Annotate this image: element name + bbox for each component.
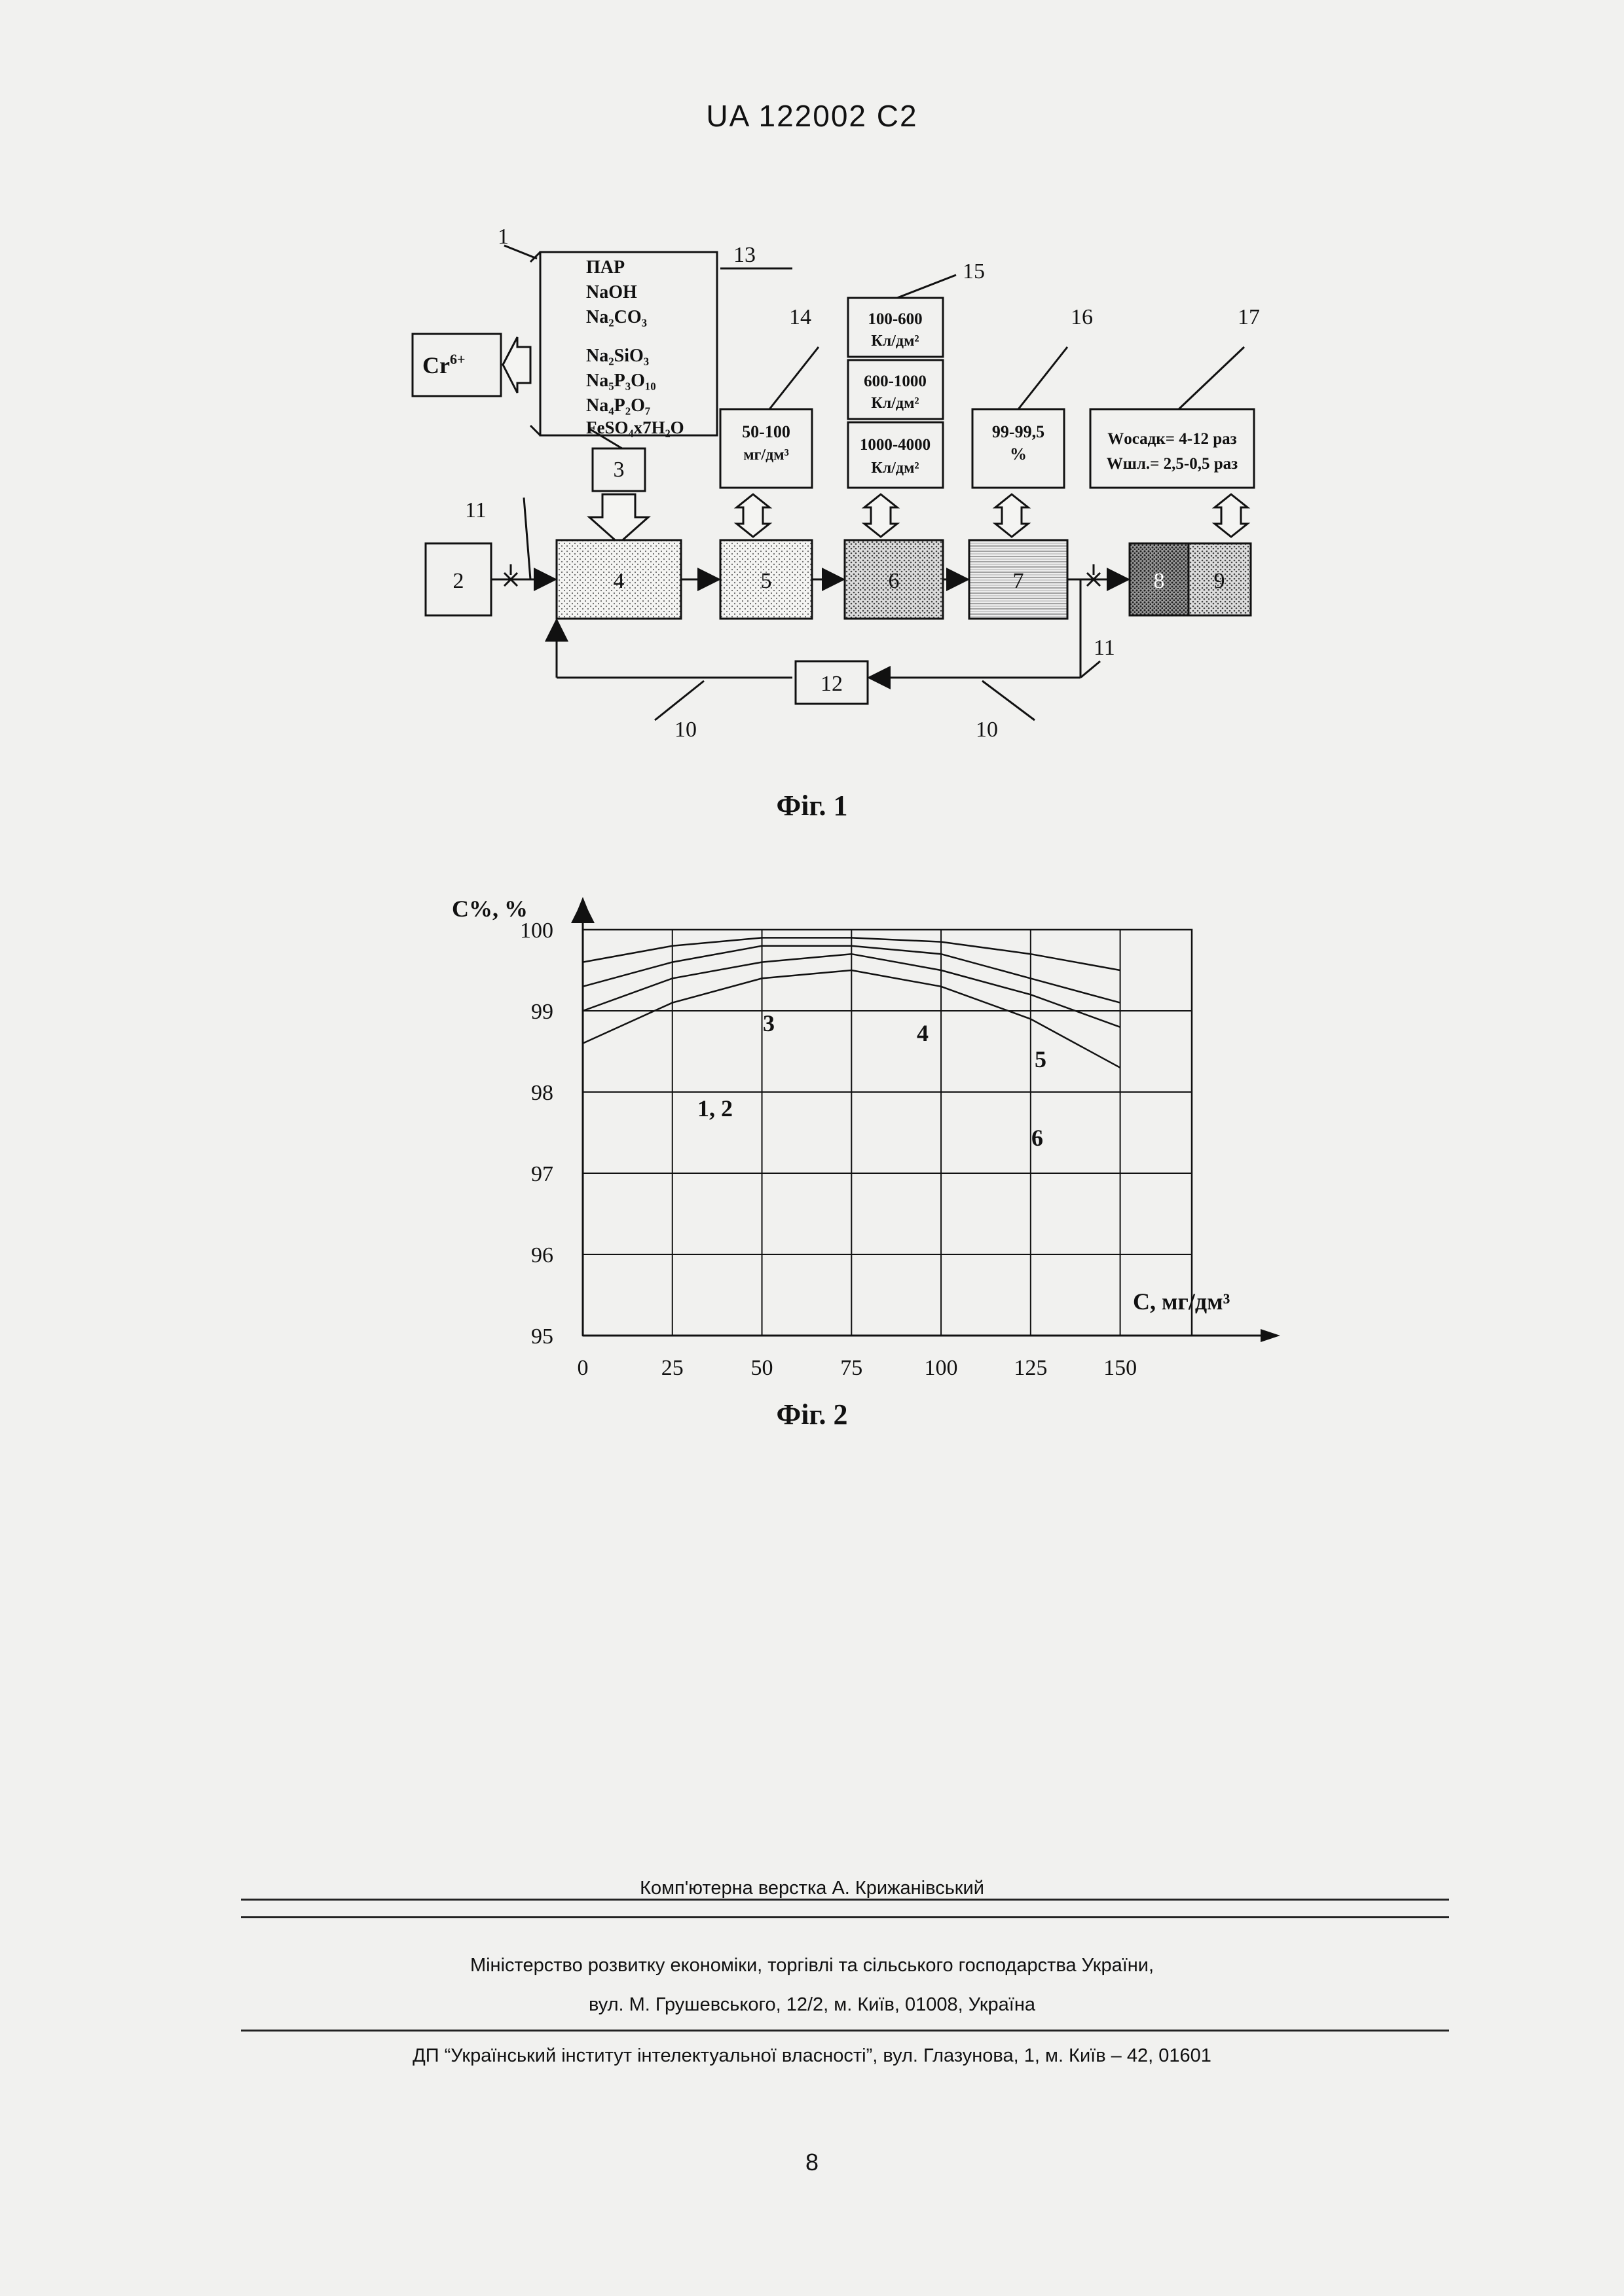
footer-composer: Комп'ютерна верстка А. Крижанівський [640, 1878, 984, 1899]
cr-superscript: 6+ [449, 351, 466, 367]
label-10-right: 10 [976, 718, 998, 742]
box-3-label: 3 [613, 458, 625, 482]
box-17-line-1: Wосадк= 4-12 раз [1107, 430, 1237, 448]
figure-1-caption: Фіг. 1 [776, 790, 848, 822]
x-tick-label: 50 [750, 1356, 773, 1380]
region-label-1-2: 1, 2 [697, 1095, 733, 1121]
y-tick-label: 96 [531, 1243, 553, 1267]
reagent-7: FeSO₄x7H₂O [586, 418, 684, 437]
x-tick-label: 150 [1103, 1356, 1137, 1380]
box-14-value: 50-100 [742, 422, 790, 441]
reagent-4: Na₂SiO₃ [586, 346, 650, 366]
x-axis-label: C, мг/дм³ [1133, 1288, 1230, 1315]
box-14-unit: мг/дм³ [743, 446, 789, 464]
x-tick-label: 75 [840, 1356, 863, 1380]
box-12-label: 12 [821, 672, 843, 696]
footer-rule-mid [241, 1916, 1449, 1918]
label-15: 15 [963, 259, 985, 283]
page-number: 8 [805, 2149, 819, 2176]
x-tick-label: 0 [577, 1356, 589, 1380]
figure-2-caption: Фіг. 2 [776, 1398, 848, 1430]
box-9-label: 9 [1213, 569, 1225, 593]
label-10-left: 10 [674, 718, 697, 742]
region-label-4: 4 [917, 1020, 929, 1046]
x-tick-label: 125 [1014, 1356, 1048, 1380]
x-tick-label: 25 [661, 1356, 684, 1380]
box-7-label: 7 [1012, 569, 1024, 593]
label-11-left: 11 [465, 498, 487, 522]
label-1: 1 [498, 225, 509, 249]
box-15a-unit: Кл/дм² [871, 333, 919, 350]
box-6-label: 6 [888, 569, 900, 593]
label-16: 16 [1071, 305, 1093, 329]
label-11-right: 11 [1094, 636, 1115, 660]
footer-ministry: Міністерство розвитку економіки, торгівлі та сільського господарства України, [470, 1955, 1154, 1976]
y-axis-label: C%, % [452, 896, 528, 922]
figure-1-labels [422, 225, 1260, 822]
figure-1-diagram [413, 246, 1254, 720]
reagent-5: Na₅P₃O₁₀ [586, 371, 656, 391]
reagent-1: ПАР [586, 257, 625, 278]
y-tick-label: 95 [531, 1324, 553, 1349]
label-13: 13 [733, 243, 756, 267]
x-tick-label: 100 [924, 1356, 958, 1380]
box-4-label: 4 [613, 569, 625, 593]
y-tick-label: 99 [531, 1000, 553, 1024]
footer-institute: ДП “Український інститут інтелектуальної власності”, вул. Глазунова, 1, м. Київ – 42, 01601 [413, 2045, 1211, 2066]
footer-rule-bottom [241, 2030, 1449, 2032]
box-5-label: 5 [760, 569, 772, 593]
reagent-6: Na₄P₂O₇ [586, 395, 651, 416]
box-16-value: 99-99,5 [991, 422, 1045, 441]
box-15b-value: 600-1000 [864, 373, 927, 390]
figure-2-chart [452, 896, 1280, 1430]
box-8-label: 8 [1153, 569, 1165, 593]
box-15b-unit: Кл/дм² [871, 395, 919, 412]
y-tick-label: 100 [520, 919, 553, 943]
box-15c-unit: Кл/дм² [871, 460, 919, 477]
patent-header: UA 122002 C2 [706, 99, 918, 133]
box-16-unit: % [1010, 445, 1027, 464]
box-15a-value: 100-600 [868, 310, 923, 328]
region-label-6: 6 [1031, 1125, 1043, 1151]
box-15c-value: 1000-4000 [859, 436, 931, 454]
y-tick-label: 98 [531, 1081, 553, 1105]
region-label-3: 3 [763, 1010, 775, 1036]
label-14: 14 [789, 305, 811, 329]
svg-text:Cr6+ [422, 351, 466, 378]
label-17: 17 [1238, 305, 1260, 329]
region-label-5: 5 [1035, 1046, 1046, 1072]
box-17-line-2: Wшл.= 2,5-0,5 раз [1106, 455, 1238, 473]
reagent-3: Na₂CO₃ [586, 307, 648, 327]
reagent-2: NaOH [586, 282, 637, 302]
cr-label: Cr [422, 352, 450, 378]
box-2-label: 2 [452, 569, 464, 593]
footer-address: вул. М. Грушевського, 12/2, м. Київ, 01008, Україна [588, 1994, 1036, 2015]
y-tick-label: 97 [531, 1162, 553, 1186]
